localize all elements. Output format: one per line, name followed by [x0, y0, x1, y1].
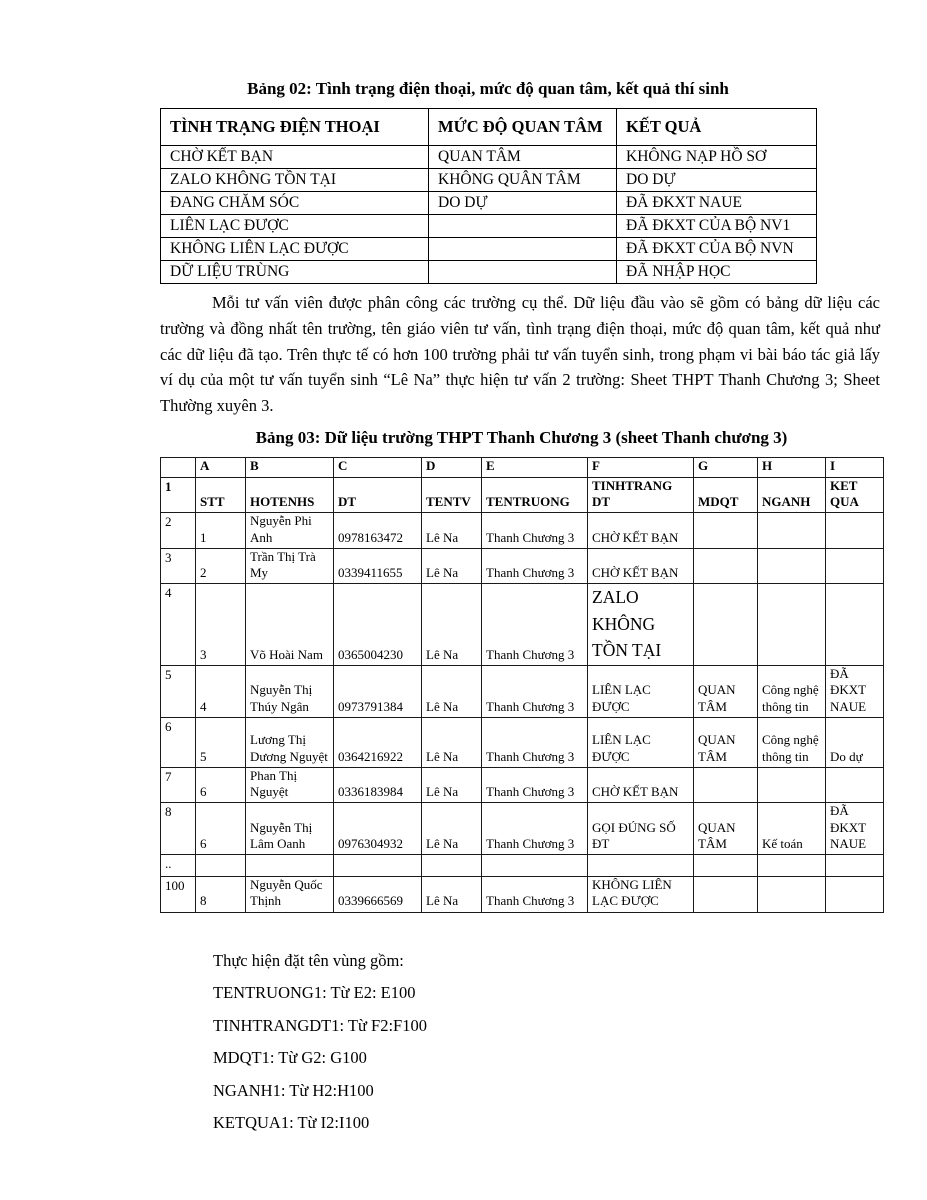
sheet-row-100 [161, 877, 884, 913]
cell: Thanh Chương 3 [482, 584, 588, 666]
cell: CHỜ KẾT BẠN [588, 548, 694, 584]
cell: 4 [196, 666, 246, 718]
table-row [161, 169, 817, 192]
cell [826, 513, 884, 549]
cell [826, 584, 884, 666]
cell: KHÔNG LIÊN LẠC ĐƯỢC [588, 877, 694, 913]
cell: Lê Na [422, 548, 482, 584]
cell [246, 855, 334, 877]
row-number: .. [161, 855, 196, 877]
row-number: 3 [161, 548, 196, 584]
sheet-row-2 [161, 513, 884, 549]
corner-cell [161, 457, 196, 477]
cell [588, 855, 694, 877]
named-ranges-intro: Thực hiện đặt tên vùng gồm: [213, 950, 404, 970]
cell [758, 584, 826, 666]
cell [694, 767, 758, 803]
cell: Lê Na [422, 877, 482, 913]
cell: Thanh Chương 3 [482, 513, 588, 549]
cell [482, 855, 588, 877]
table02-header-muc-do: MỨC ĐỘ QUAN TÂM [429, 109, 617, 146]
field-header: NGANH [758, 477, 826, 513]
cell: DO DỰ [617, 169, 817, 192]
body-paragraph: Mỗi tư vấn viên được phân công các trường cụ thể. Dữ liệu đầu vào sẽ gồm có bảng dữ liệu các trường và đồng nhất tên trường, tên giáo viên tư vấn, tình trạng điện thoại, mức độ quan tâm, kết quả như các dữ liệu đã tạo. Trên thực tế có hơn 100 trường phải tư vấn tuyển sinh, trong phạm vi bài báo tác giả lấy ví dụ của một tư vấn tuyển sinh “Lê Na” thực hiện tư vấn 2 trường: Sheet THPT Thanh Chương 3; Sheet Thường xuyên 3. [160, 293, 880, 415]
row-number: 2 [161, 513, 196, 549]
cell: 0365004230 [334, 584, 422, 666]
cell [758, 513, 826, 549]
table-row [161, 238, 817, 261]
cell: Thanh Chương 3 [482, 803, 588, 855]
cell [429, 238, 617, 261]
cell: 1 [196, 513, 246, 549]
table-row [161, 215, 817, 238]
cell [429, 215, 617, 238]
cell: Võ Hoài Nam [246, 584, 334, 666]
cell: Lê Na [422, 513, 482, 549]
cell: Nguyễn Thị Lâm Oanh [246, 803, 334, 855]
cell [422, 855, 482, 877]
cell: Lê Na [422, 666, 482, 718]
cell: 0336183984 [334, 767, 422, 803]
field-header: TINHTRANG DT [588, 477, 694, 513]
cell [694, 584, 758, 666]
cell: Thanh Chương 3 [482, 666, 588, 718]
named-ranges-section [213, 951, 880, 1134]
cell: QUAN TÂM [429, 146, 617, 169]
cell: 0973791384 [334, 666, 422, 718]
cell [826, 548, 884, 584]
field-header: TENTRUONG [482, 477, 588, 513]
cell [758, 767, 826, 803]
cell: Phan Thị Nguyệt [246, 767, 334, 803]
cell [334, 855, 422, 877]
cell: Do dự [826, 717, 884, 767]
cell: 0978163472 [334, 513, 422, 549]
cell: LIÊN LẠC ĐƯỢC [161, 215, 429, 238]
cell: QUAN TÂM [694, 803, 758, 855]
cell: KHÔNG QUÂN TÂM [429, 169, 617, 192]
col-letter: D [422, 457, 482, 477]
cell: Kế toán [758, 803, 826, 855]
cell [826, 855, 884, 877]
col-letter: B [246, 457, 334, 477]
row-number: 8 [161, 803, 196, 855]
sheet-thanh-chuong-3-table [160, 457, 884, 913]
cell: Nguyễn Phi Anh [246, 513, 334, 549]
row-number: 5 [161, 666, 196, 718]
cell: 3 [196, 584, 246, 666]
cell: Lê Na [422, 767, 482, 803]
table02-header-row [161, 109, 817, 146]
cell: Lê Na [422, 584, 482, 666]
row-number: 100 [161, 877, 196, 913]
table02-header-tinh-trang: TÌNH TRẠNG ĐIỆN THOẠI [161, 109, 429, 146]
cell: 0339666569 [334, 877, 422, 913]
cell: 2 [196, 548, 246, 584]
sheet-row-3 [161, 548, 884, 584]
field-header: DT [334, 477, 422, 513]
row-number: 1 [161, 477, 196, 513]
col-letter: A [196, 457, 246, 477]
sheet-row-6 [161, 717, 884, 767]
cell: 8 [196, 877, 246, 913]
cell: Thanh Chương 3 [482, 877, 588, 913]
cell: Thanh Chương 3 [482, 717, 588, 767]
cell: Thanh Chương 3 [482, 767, 588, 803]
cell: Công nghệ thông tin [758, 717, 826, 767]
cell: 0339411655 [334, 548, 422, 584]
cell: CHỜ KẾT BẠN [588, 513, 694, 549]
cell: 5 [196, 717, 246, 767]
cell: Nguyễn Quốc Thịnh [246, 877, 334, 913]
col-letter: G [694, 457, 758, 477]
field-header: TENTV [422, 477, 482, 513]
col-letter: E [482, 457, 588, 477]
cell: Lương Thị Dương Nguyệt [246, 717, 334, 767]
col-letter: C [334, 457, 422, 477]
field-header: HOTENHS [246, 477, 334, 513]
cell [758, 877, 826, 913]
cell: KHÔNG LIÊN LẠC ĐƯỢC [161, 238, 429, 261]
cell: LIÊN LẠC ĐƯỢC [588, 717, 694, 767]
field-header: KET QUA [826, 477, 884, 513]
sheet-row-5 [161, 666, 884, 718]
cell: ĐÃ ĐKXT NAUE [826, 666, 884, 718]
row-number: 4 [161, 584, 196, 666]
table03-caption: Bảng 03: Dữ liệu trường THPT Thanh Chương 3 (sheet Thanh chương 3) [255, 427, 788, 447]
cell: ĐÃ NHẬP HỌC [617, 261, 817, 284]
cell [694, 513, 758, 549]
named-range-item: TINHTRANGDT1: Từ F2:F100 [213, 1015, 427, 1035]
cell: ĐÃ ĐKXT NAUE [617, 192, 817, 215]
cell: DỮ LIỆU TRÙNG [161, 261, 429, 284]
cell [758, 855, 826, 877]
cell: LIÊN LẠC ĐƯỢC [588, 666, 694, 718]
cell [826, 767, 884, 803]
sheet-row-ellipsis [161, 855, 884, 877]
cell [429, 261, 617, 284]
field-header: STT [196, 477, 246, 513]
row-number: 7 [161, 767, 196, 803]
row-number: 6 [161, 717, 196, 767]
cell: Lê Na [422, 717, 482, 767]
cell [694, 877, 758, 913]
cell: ĐÃ ĐKXT CỦA BỘ NV1 [617, 215, 817, 238]
cell: QUAN TÂM [694, 666, 758, 718]
col-letter: I [826, 457, 884, 477]
cell: KHÔNG NẠP HỒ SƠ [617, 146, 817, 169]
cell: CHỜ KẾT BẠN [588, 767, 694, 803]
cell: Trần Thị Trà My [246, 548, 334, 584]
sheet-row-4 [161, 584, 884, 666]
named-range-item: TENTRUONG1: Từ E2: E100 [213, 983, 416, 1003]
table-row [161, 192, 817, 215]
cell: 6 [196, 803, 246, 855]
cell: ZALO KHÔNG TỒN TẠI [161, 169, 429, 192]
cell: 0976304932 [334, 803, 422, 855]
cell: DO DỰ [429, 192, 617, 215]
sheet-letter-row [161, 457, 884, 477]
cell [196, 855, 246, 877]
cell: Công nghệ thông tin [758, 666, 826, 718]
table02-caption: Bảng 02: Tình trạng điện thoại, mức độ quan tâm, kết quả thí sinh [247, 79, 729, 98]
named-range-item: KETQUA1: Từ I2:I100 [213, 1113, 370, 1133]
sheet-row-7 [161, 767, 884, 803]
cell: Thanh Chương 3 [482, 548, 588, 584]
table-row [161, 146, 817, 169]
named-range-item: NGANH1: Từ H2:H100 [213, 1080, 374, 1100]
cell: ĐÃ ĐKXT CỦA BỘ NVN [617, 238, 817, 261]
cell: Lê Na [422, 803, 482, 855]
col-letter: F [588, 457, 694, 477]
cell [758, 548, 826, 584]
phone-status-table [160, 108, 817, 284]
cell: CHỜ KẾT BẠN [161, 146, 429, 169]
col-letter: H [758, 457, 826, 477]
cell [694, 548, 758, 584]
cell [694, 855, 758, 877]
named-range-item: MDQT1: Từ G2: G100 [213, 1048, 367, 1068]
cell: GỌI ĐÚNG SỐ ĐT [588, 803, 694, 855]
table-row [161, 261, 817, 284]
field-header: MDQT [694, 477, 758, 513]
cell: 6 [196, 767, 246, 803]
cell [826, 877, 884, 913]
cell: ZALO KHÔNG TỒN TẠI [588, 584, 694, 666]
cell: 0364216922 [334, 717, 422, 767]
sheet-field-row [161, 477, 884, 513]
cell: QUAN TÂM [694, 717, 758, 767]
table02-header-ket-qua: KẾT QUẢ [617, 109, 817, 146]
cell: Nguyễn Thị Thúy Ngân [246, 666, 334, 718]
sheet-row-8 [161, 803, 884, 855]
cell: ĐANG CHĂM SÓC [161, 192, 429, 215]
cell: ĐÃ ĐKXT NAUE [826, 803, 884, 855]
